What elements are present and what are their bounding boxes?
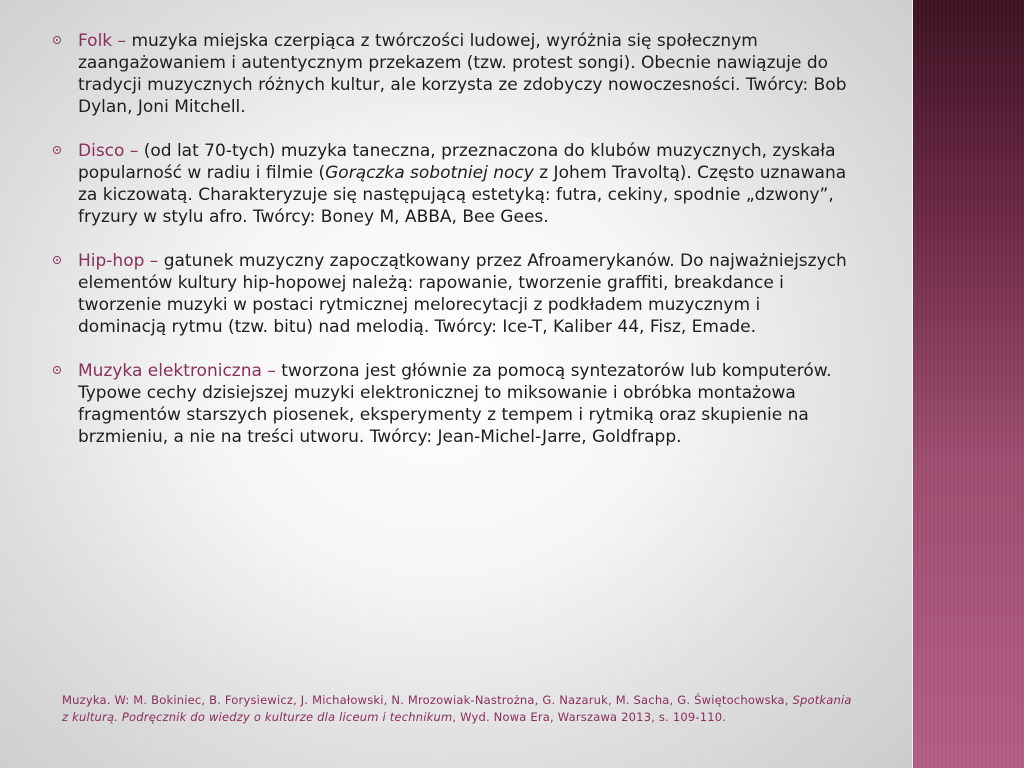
bullet-icon [53, 36, 61, 44]
item-text: tworzona jest głównie za pomocą syntezatorów lub komputerów. Typowe cechy dzisiejszej muzyki elektronicznej to miksowanie i obróbka montażowa fragmentów starszych piosenek, eksperymenty z tempem i rytmiką oraz skupienie na brzmieniu, a nie na treści utworu. Twórcy: Jean-Michel-Jarre, Goldfrapp. [78, 361, 832, 447]
item-text-continued: z Johem Travoltą). Często uznawana za kiczowatą. Charakteryzuje się następującą estetyką: futra, cekiny, spodnie „dzwony”, fryzury w stylu afro. Twórcy: Boney M, ABBA, Bee Gees. [78, 163, 847, 227]
list-item-disco [52, 140, 852, 228]
item-text: muzyka miejska czerpiąca z twórczości ludowej, wyróżnia się społecznym zaangażowaniem i autentycznym przekazem (tzw. protest songi). Obecnie nawiązuje do tradycji muzycznych różnych kultur, ale korzysta ze zdobyczy nowoczesności. Twórcy: Bob Dylan, Joni Mitchell. [78, 31, 847, 117]
footnote-book-title: Spotkania z kulturą. Podręcznik do wiedzy o kulturze dla liceum i technikum [62, 693, 852, 724]
term-label: Disco [78, 141, 125, 161]
bullet-icon [53, 366, 61, 374]
term-label: Folk [78, 31, 113, 51]
term-label: Muzyka elektroniczna [78, 361, 262, 381]
footnote-suffix: , Wyd. Nowa Era, Warszawa 2013, s. 109-110. [452, 710, 727, 724]
term-dash: – [124, 141, 144, 161]
footnote-prefix: Muzyka. W: M. Bokiniec, B. Forysiewicz, J. Michałowski, N. Mrozowiak-Nastrożna, G. Nazaruk, M. Sacha, G. Świętochowska, [62, 693, 793, 707]
term-dash: – [261, 361, 282, 381]
term-dash: – [112, 31, 132, 51]
list-item-hiphop [52, 250, 852, 338]
bullet-icon [53, 256, 61, 264]
term-label: Hip-hop [78, 251, 145, 271]
film-title: Gorączka sobotniej nocy [325, 163, 534, 183]
decorative-sidebar [913, 0, 1024, 768]
term-dash: – [144, 251, 164, 271]
source-footnote [62, 692, 852, 726]
item-text: (od lat 70-tych) muzyka taneczna, przeznaczona do klubów muzycznych, zyskała popularność w radiu i filmie ( [78, 141, 836, 183]
item-text: gatunek muzyczny zapoczątkowany przez Afroamerykanów. Do najważniejszych elementów kultury hip-hopowej należą: rapowanie, tworzenie graffiti, breakdance i tworzenie muzyki w postaci rytmicznej melorecytacji z podkładem muzycznym i dominacją rytmu (tzw. bitu) nad melodią. Twórcy: Ice-T, Kaliber 44, Fisz, Emade. [78, 251, 847, 337]
list-item-folk [52, 30, 852, 118]
list-item-electronic [52, 360, 852, 448]
bullet-list [52, 30, 852, 448]
bullet-icon [53, 146, 61, 154]
